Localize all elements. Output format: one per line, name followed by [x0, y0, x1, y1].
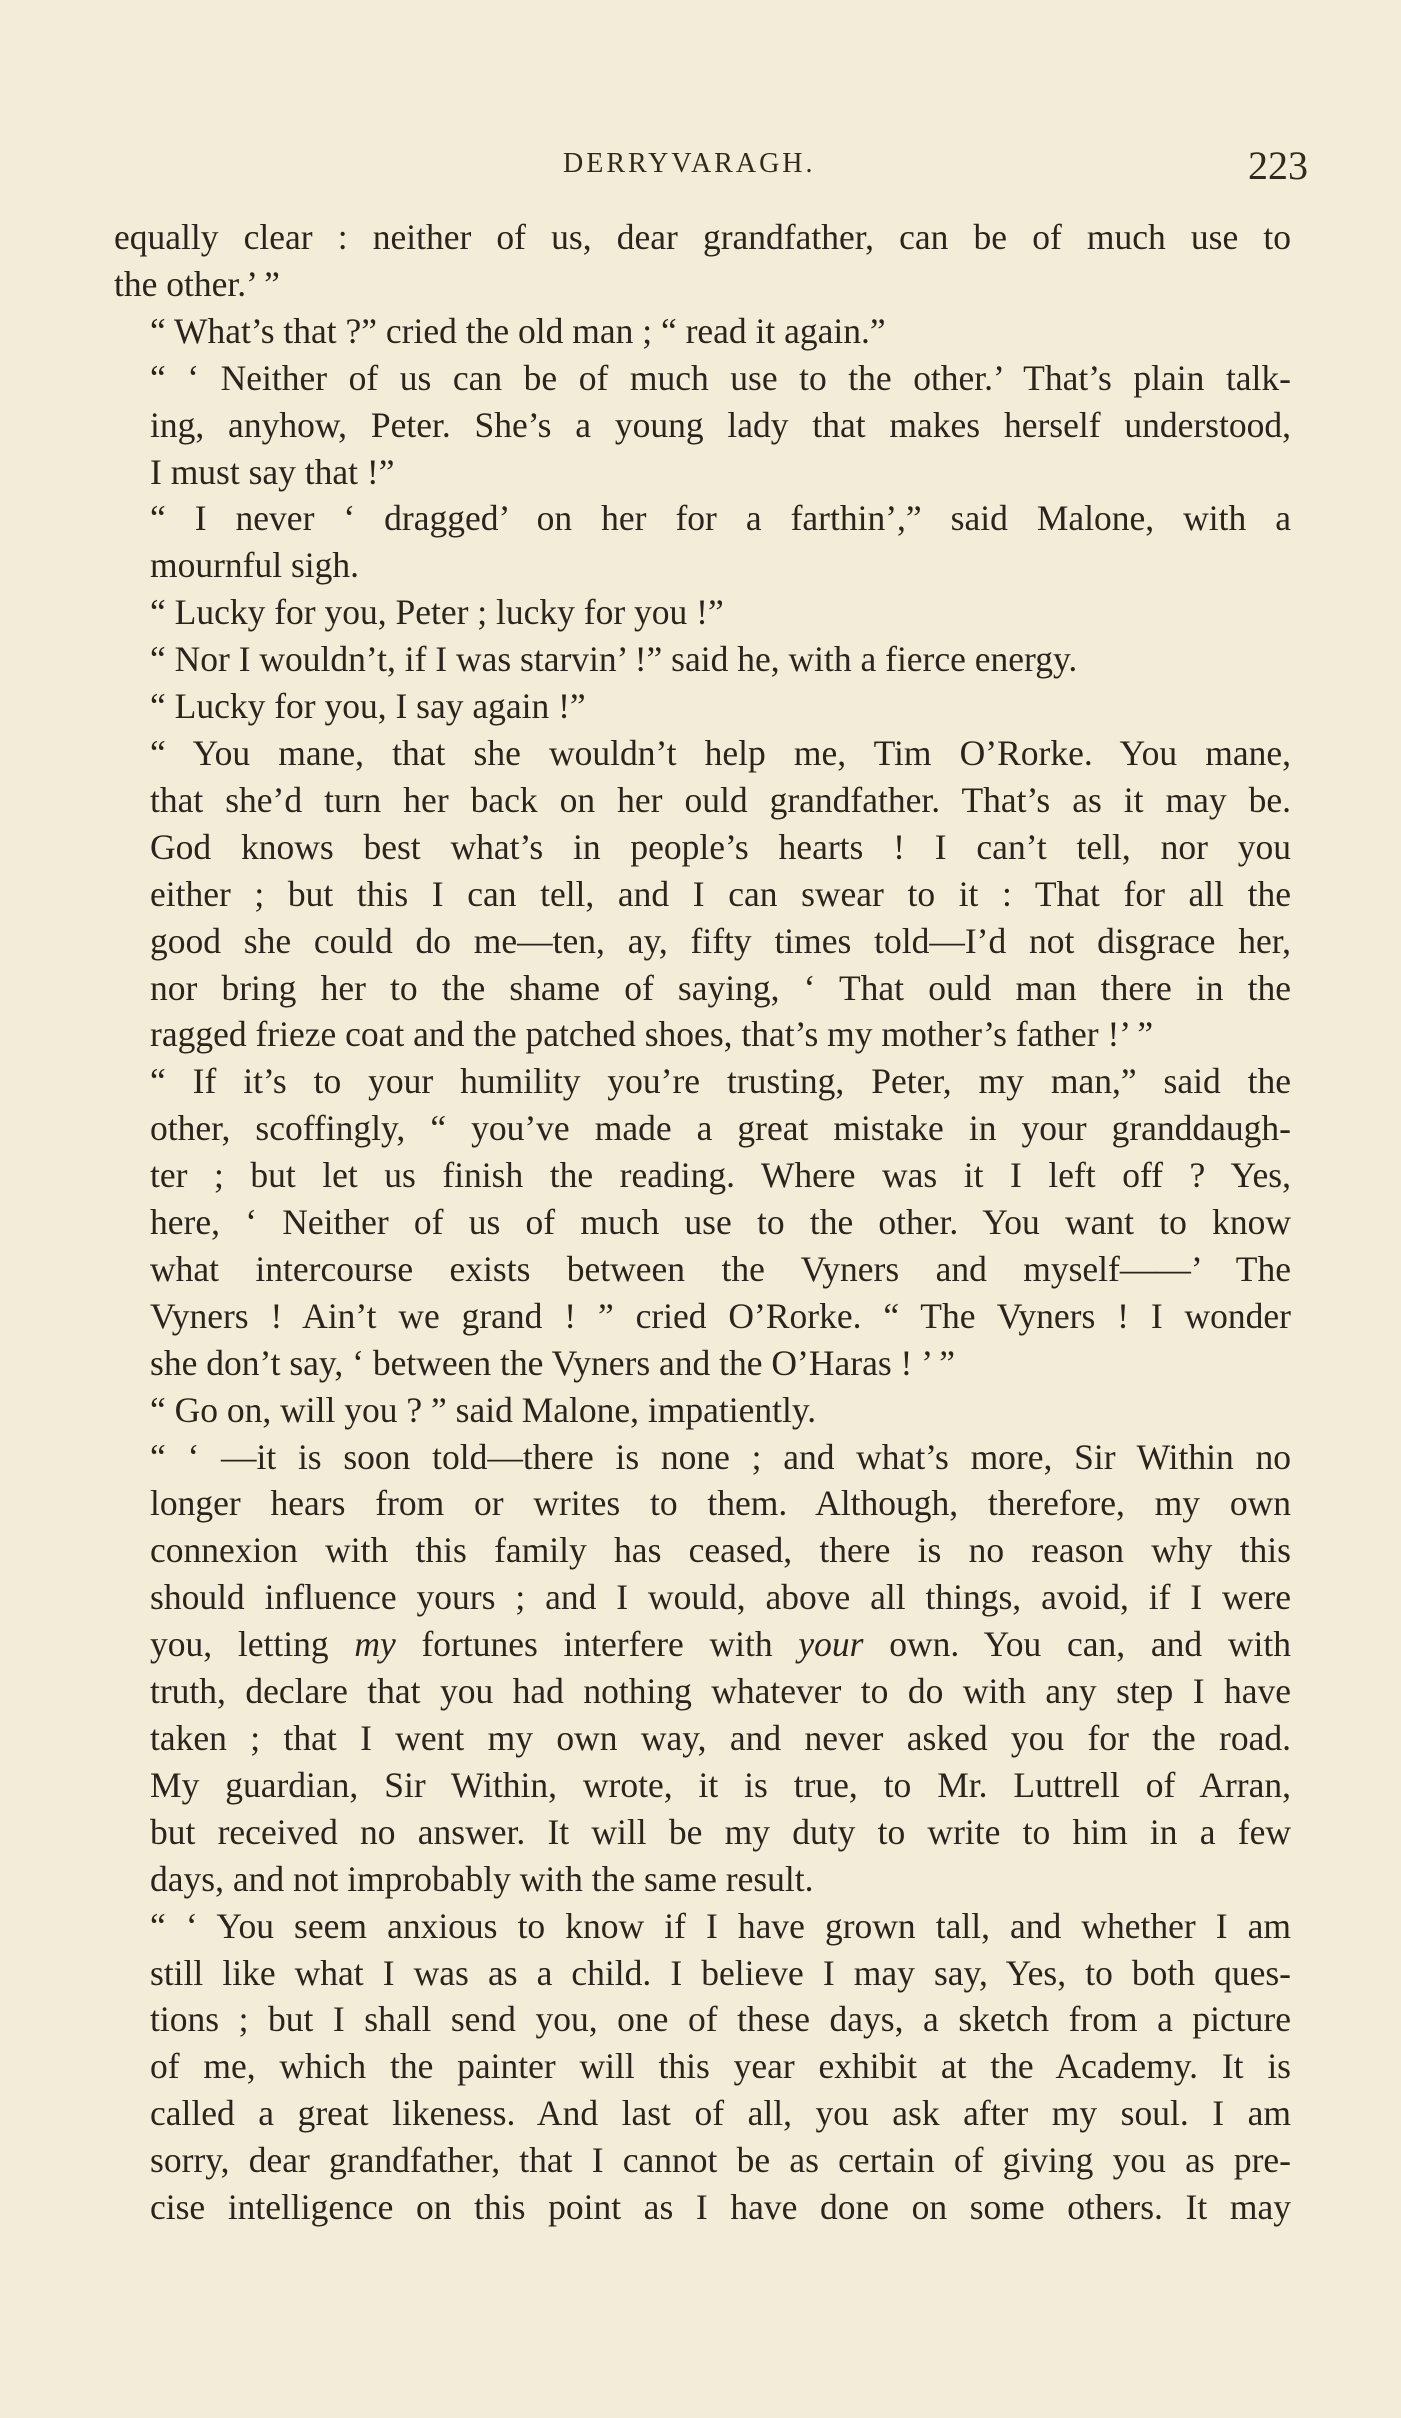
- text-line: ter ; but let us finish the reading. Where was it I left off ? Yes,: [150, 1155, 1291, 1196]
- text-line: taken ; that I went my own way, and never asked you for the road.: [150, 1718, 1291, 1758]
- text-line: equally clear : neither of us, dear grandfather, can be of much use to: [114, 217, 1291, 257]
- text-line: what intercourse exists between the Vyners and myself——’ The: [150, 1248, 1291, 1289]
- text-line: she don’t say, ‘ between the Vyners and the O’Haras ! ’ ”: [150, 1342, 956, 1383]
- text-line: mournful sigh.: [150, 545, 360, 586]
- paragraph: [114, 355, 1291, 496]
- paragraph: [114, 730, 1291, 1058]
- text-line: that she’d turn her back on her ould grandfather. That’s as it may be.: [150, 779, 1291, 820]
- text-line: sorry, dear grandfather, that I cannot be as certain of giving you as pre-: [150, 2140, 1291, 2181]
- text-line: still like what I was as a child. I believe I may say, Yes, to both ques-: [150, 1952, 1291, 1993]
- paragraph: [114, 1434, 1291, 1903]
- text-line: “ You mane, that she wouldn’t help me, Tim O’Rorke. You mane,: [150, 732, 1291, 773]
- text-line: other, scoffingly, “ you’ve made a great mistake in your granddaugh-: [150, 1108, 1291, 1149]
- text-line: God knows best what’s in people’s hearts ! I can’t tell, nor you: [150, 826, 1291, 867]
- text-line: either ; but this I can tell, and I can swear to it : That for all the: [150, 873, 1291, 914]
- text-line: the other.’ ”: [114, 263, 280, 304]
- running-title: DERRYVARAGH.: [563, 148, 816, 179]
- text-line: called a great likeness. And last of all, you ask after my soul. I am: [150, 2093, 1291, 2134]
- text-line: ing, anyhow, Peter. She’s a young lady that makes herself understood,: [150, 404, 1291, 445]
- text-line: truth, declare that you had nothing whatever to do with any step I have: [150, 1671, 1291, 1712]
- text-line: days, and not improbably with the same result.: [150, 1858, 814, 1899]
- paragraph: [114, 1058, 1291, 1386]
- paragraph: [114, 636, 1291, 683]
- text-line: I must say that !”: [150, 451, 395, 492]
- text-line: but received no answer. It will be my duty to write to him in a few: [150, 1811, 1291, 1852]
- paragraph: [114, 589, 1291, 636]
- text-line: nor bring her to the shame of saying, ‘ That ould man there in the: [150, 967, 1291, 1008]
- text-line: “ I never ‘ dragged’ on her for a farthin’,” said Malone, with a: [150, 498, 1291, 539]
- text-line: you, letting my fortunes interfere with your own. You can, and with: [150, 1624, 1291, 1665]
- text-line: Vyners ! Ain’t we grand ! ” cried O’Rorke. “ The Vyners ! I wonder: [150, 1295, 1291, 1336]
- text-line: “ Lucky for you, I say again !”: [150, 686, 586, 727]
- text-line: My guardian, Sir Within, wrote, it is true, to Mr. Luttrell of Arran,: [150, 1764, 1291, 1805]
- text-line: ragged frieze coat and the patched shoes, that’s my mother’s father !’ ”: [150, 1014, 1154, 1055]
- paragraph: [114, 1387, 1291, 1434]
- text-line: cise intelligence on this point as I have done on some others. It may: [150, 2187, 1291, 2228]
- text-line: tions ; but I shall send you, one of these days, a sketch from a picture: [150, 1999, 1291, 2040]
- text-line: “ Nor I wouldn’t, if I was starvin’ !” said he, with a fierce energy.: [150, 639, 1078, 680]
- text-line: of me, which the painter will this year exhibit at the Academy. It is: [150, 2046, 1291, 2087]
- paragraph: [114, 495, 1291, 589]
- text-line: “ ‘ —it is soon told—there is none ; and what’s more, Sir Within no: [150, 1436, 1291, 1477]
- text-line: “ Lucky for you, Peter ; lucky for you !”: [150, 592, 724, 633]
- paragraph: [114, 1903, 1291, 2231]
- body-text: [114, 214, 1291, 2231]
- text-line: here, ‘ Neither of us of much use to the other. You want to know: [150, 1202, 1291, 1243]
- text-line: “ If it’s to your humility you’re trusting, Peter, my man,” said the: [150, 1061, 1291, 1102]
- paragraph: [114, 683, 1291, 730]
- text-line: connexion with this family has ceased, there is no reason why this: [150, 1530, 1291, 1571]
- page-number: 223: [1248, 143, 1308, 188]
- text-line: good she could do me—ten, ay, fifty times told—I’d not disgrace her,: [150, 920, 1291, 961]
- text-line: should influence yours ; and I would, above all things, avoid, if I were: [150, 1577, 1291, 1618]
- text-line: “ ‘ You seem anxious to know if I have grown tall, and whether I am: [150, 1905, 1291, 1946]
- text-line: “ Go on, will you ? ” said Malone, impatiently.: [150, 1389, 817, 1430]
- text-line: longer hears from or writes to them. Although, therefore, my own: [150, 1483, 1291, 1524]
- text-line: “ ‘ Neither of us can be of much use to the other.’ That’s plain talk-: [150, 357, 1291, 398]
- text-line: “ What’s that ?” cried the old man ; “ read it again.”: [150, 310, 886, 351]
- paragraph: [114, 214, 1291, 308]
- paragraph: [114, 308, 1291, 355]
